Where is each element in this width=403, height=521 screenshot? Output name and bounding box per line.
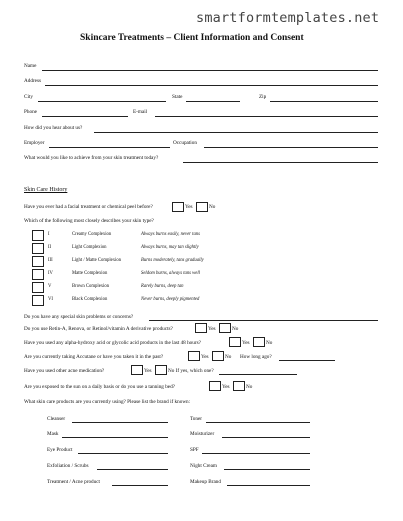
accutane-yes-checkbox[interactable] bbox=[188, 351, 200, 361]
product-field[interactable] bbox=[78, 453, 168, 454]
skin-type-resp: Burns moderately, tans gradually bbox=[141, 258, 204, 263]
aha-no-checkbox[interactable] bbox=[253, 337, 265, 347]
product-field[interactable] bbox=[97, 469, 168, 470]
product-field[interactable] bbox=[62, 437, 168, 438]
goal-label: What would you like to achieve from your skin treatment today? bbox=[24, 155, 159, 161]
retin-no-checkbox[interactable] bbox=[219, 323, 231, 333]
state-label: State bbox=[172, 94, 183, 100]
skin-type-resp: Rarely burns, deep tan bbox=[141, 284, 184, 289]
retin-no-label: No bbox=[232, 326, 239, 332]
skin-type-num: VI bbox=[48, 297, 53, 302]
q-problems: Do you have any special skin problems or concerns? bbox=[24, 314, 134, 320]
product-label: Cleanser bbox=[47, 416, 66, 422]
skin-type-resp: Always burns easily, never tans bbox=[141, 232, 200, 237]
product-label: Night Cream bbox=[190, 463, 217, 469]
aha-no-label: No bbox=[266, 340, 273, 346]
address-label: Address bbox=[24, 78, 42, 84]
email-label: E-mail bbox=[133, 109, 148, 115]
name-label: Name bbox=[24, 63, 37, 69]
product-label: Exfoliation / Scrubs bbox=[47, 463, 89, 469]
skin-type-resp: Never burns, deeply pigmented bbox=[141, 297, 200, 302]
sun-no-checkbox[interactable] bbox=[233, 381, 245, 391]
facial-no-checkbox[interactable] bbox=[196, 202, 208, 212]
skin-type-checkbox[interactable] bbox=[32, 295, 44, 306]
occupation-label: Occupation bbox=[173, 140, 197, 146]
product-field[interactable] bbox=[227, 485, 310, 486]
employer-label: Employer bbox=[24, 140, 45, 146]
heard-about-field[interactable] bbox=[94, 132, 378, 133]
problems-field[interactable] bbox=[149, 320, 378, 321]
product-field[interactable] bbox=[202, 453, 310, 454]
skin-type-checkbox[interactable] bbox=[32, 269, 44, 280]
acne-no-checkbox[interactable] bbox=[155, 365, 167, 375]
skin-type-desc: Light Complexion bbox=[72, 245, 107, 250]
section-title: Skin Care History bbox=[24, 187, 68, 193]
skin-type-resp: Always burns, may tan slightly bbox=[141, 245, 199, 250]
address-field[interactable] bbox=[45, 85, 378, 86]
skin-type-desc: Light / Matte Complexion bbox=[72, 258, 122, 263]
q-products: What skin care products are you currently using? Please list the brand if known: bbox=[24, 399, 191, 405]
skin-type-num: V bbox=[48, 284, 52, 289]
retin-yes-checkbox[interactable] bbox=[195, 323, 207, 333]
q-accutane: Are you currently taking Accutane or have you taken it in the past? bbox=[24, 354, 164, 360]
skin-type-checkbox[interactable] bbox=[32, 256, 44, 267]
name-field[interactable] bbox=[42, 70, 378, 71]
skin-type-num: III bbox=[48, 258, 53, 263]
sun-no-label: No bbox=[246, 384, 253, 390]
q-retin: Do you use Retin-A, Renova, or Retinol/vitamin A derivative products? bbox=[24, 326, 173, 332]
product-label: Treatment / Acne product bbox=[47, 479, 100, 485]
city-field[interactable] bbox=[38, 101, 166, 102]
skin-type-resp: Seldom burns, always tans well bbox=[141, 271, 200, 276]
product-field[interactable] bbox=[206, 422, 310, 423]
q-skin-type: Which of the following most closely describes your skin type? bbox=[24, 218, 154, 224]
product-label: Eye Product bbox=[47, 447, 73, 453]
acne-if-yes-label: No If yes, which one? bbox=[168, 368, 214, 374]
sun-yes-label: Yes bbox=[222, 384, 230, 390]
acne-yes-checkbox[interactable] bbox=[131, 365, 143, 375]
how-long-field[interactable] bbox=[279, 360, 335, 361]
sun-yes-checkbox[interactable] bbox=[209, 381, 221, 391]
product-label: SPF bbox=[190, 447, 199, 453]
q-facial: Have you ever had a facial treatment or chemical peel before? bbox=[24, 204, 153, 210]
skin-type-checkbox[interactable] bbox=[32, 282, 44, 293]
skin-type-num: IV bbox=[48, 271, 53, 276]
product-label: Toner bbox=[190, 416, 203, 422]
q-sun: Are you exposed to the sun on a daily basis or do you use a tanning bed? bbox=[24, 384, 175, 390]
skin-type-row bbox=[32, 269, 272, 281]
skin-type-row bbox=[32, 282, 272, 294]
skin-type-desc: Black Complexion bbox=[72, 297, 108, 302]
accutane-no-label: No bbox=[225, 354, 232, 360]
facial-no-label: No bbox=[209, 204, 216, 210]
skin-type-desc: Matte Complexion bbox=[72, 271, 108, 276]
email-field[interactable] bbox=[155, 116, 378, 117]
product-field[interactable] bbox=[72, 422, 168, 423]
state-field[interactable] bbox=[186, 101, 240, 102]
heard-about-label: How did you hear about us? bbox=[24, 125, 83, 131]
employer-field[interactable] bbox=[49, 147, 170, 148]
product-field[interactable] bbox=[222, 437, 310, 438]
skin-type-desc: Brown Complexion bbox=[72, 284, 110, 289]
skin-type-num: II bbox=[48, 245, 52, 250]
skin-type-checkbox[interactable] bbox=[32, 243, 44, 254]
accutane-yes-label: Yes bbox=[201, 354, 209, 360]
q-aha: Have you used any alpha-hydroxy acid or glycolic acid products in the last 48 hours? bbox=[24, 340, 201, 346]
phone-field[interactable] bbox=[42, 116, 128, 117]
phone-label: Phone bbox=[24, 109, 37, 115]
product-field[interactable] bbox=[112, 485, 168, 486]
goal-field[interactable] bbox=[183, 162, 378, 163]
retin-yes-label: Yes bbox=[208, 326, 216, 332]
watermark: smartformtemplates.net bbox=[196, 10, 380, 26]
accutane-no-checkbox[interactable] bbox=[212, 351, 224, 361]
occupation-field[interactable] bbox=[204, 147, 378, 148]
city-label: City bbox=[24, 94, 33, 100]
acne-which-field[interactable] bbox=[219, 374, 297, 375]
form-title: Skincare Treatments – Client Information and Consent bbox=[80, 33, 304, 43]
skin-type-num: I bbox=[48, 232, 50, 237]
product-label: Moisturizer bbox=[190, 431, 215, 437]
zip-field[interactable] bbox=[270, 101, 378, 102]
how-long-label: How long ago? bbox=[240, 354, 272, 360]
product-field[interactable] bbox=[224, 469, 310, 470]
skin-type-checkbox[interactable] bbox=[32, 230, 44, 241]
skin-type-row bbox=[32, 256, 272, 268]
product-label: Mask bbox=[47, 431, 59, 437]
skin-type-desc: Creamy Complexion bbox=[72, 232, 112, 237]
acne-yes-label: Yes bbox=[144, 368, 152, 374]
q-acne: Have you used other acne medication? bbox=[24, 368, 105, 374]
aha-yes-checkbox[interactable] bbox=[229, 337, 241, 347]
skin-type-row bbox=[32, 295, 272, 307]
facial-yes-label: Yes bbox=[185, 204, 193, 210]
aha-yes-label: Yes bbox=[242, 340, 250, 346]
product-label: Makeup Brand bbox=[190, 479, 221, 485]
zip-label: Zip bbox=[259, 94, 267, 100]
skin-type-row bbox=[32, 243, 272, 255]
skin-type-row bbox=[32, 230, 272, 242]
facial-yes-checkbox[interactable] bbox=[172, 202, 184, 212]
